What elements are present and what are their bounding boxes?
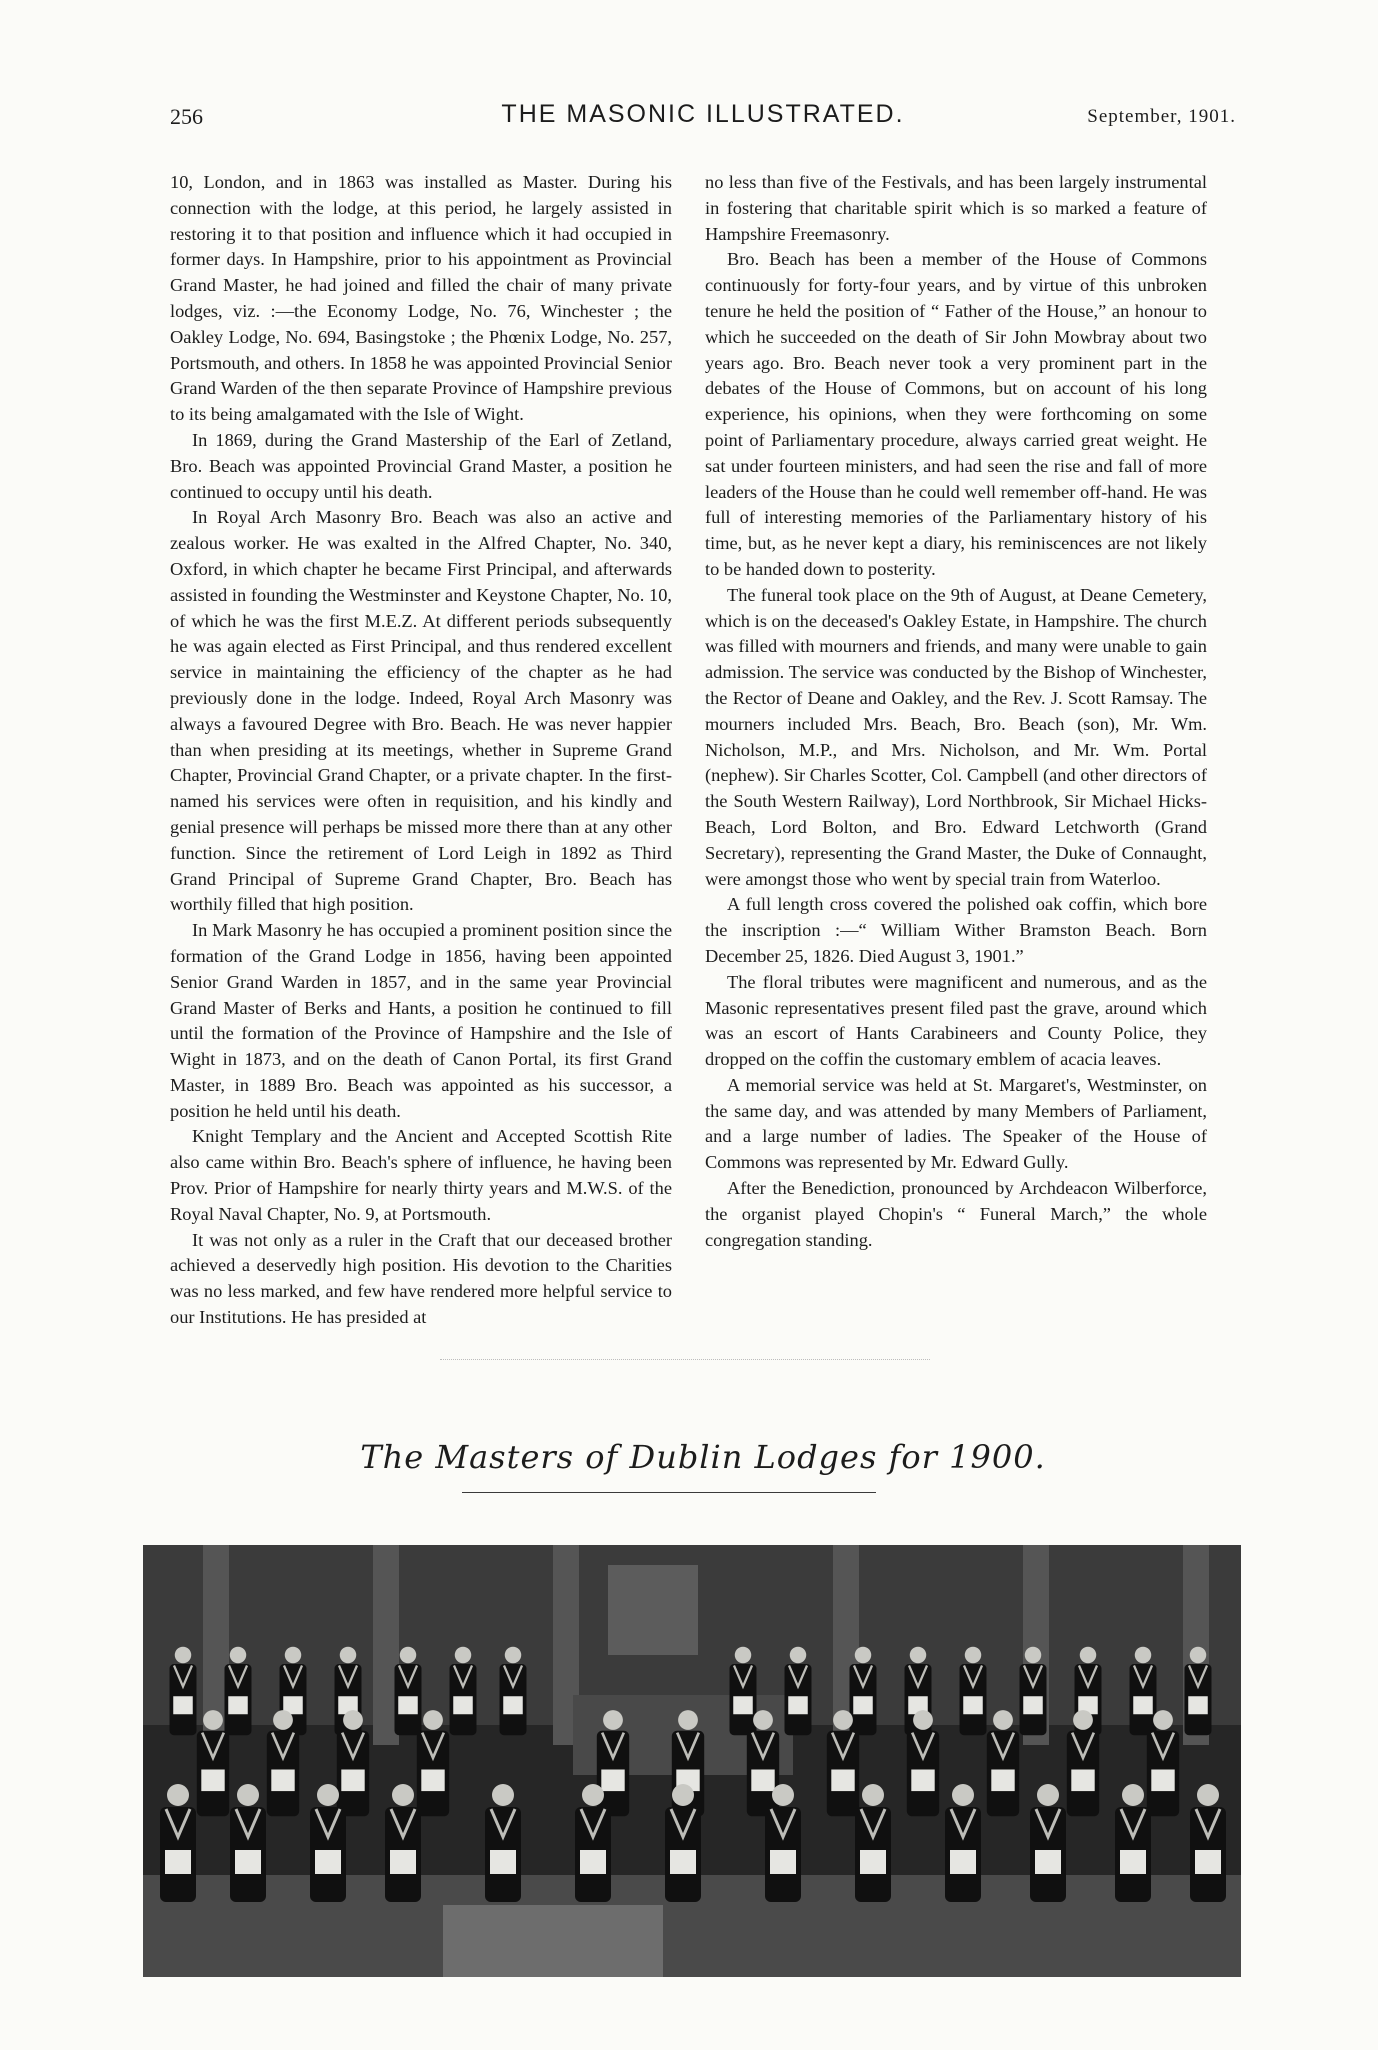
- masonic-apron: [860, 1850, 886, 1874]
- page-number: 256: [170, 104, 203, 129]
- masonic-apron: [950, 1850, 976, 1874]
- paragraph: A memorial service was held at St. Margaret's, Westminster, on the same day, and was attended by many Members of Parliament, and a large number of ladies. The Speaker of the House of Commons was represented by Mr. Edward Gully.: [705, 1074, 1207, 1173]
- masonic-apron: [770, 1850, 796, 1874]
- figure-head: [230, 1647, 247, 1664]
- figure-head: [1190, 1647, 1207, 1664]
- figure-head: [455, 1647, 472, 1664]
- figure-head: [1080, 1647, 1097, 1664]
- masonic-apron: [1120, 1850, 1146, 1874]
- figure-head: [175, 1647, 192, 1664]
- paragraph: A full length cross covered the polished oak coffin, which bore the inscription :—“ William Wither Bramston Beach. Born December 25, 1826. Died August 3, 1901.”: [705, 894, 1207, 966]
- masonic-apron: [733, 1696, 753, 1714]
- figure-head: [167, 1784, 189, 1806]
- figure-head: [678, 1710, 698, 1730]
- paragraph: In Royal Arch Masonry Bro. Beach was also an active and zealous worker. He was exalted in the Alfred Chapter, No. 340, Oxford, in which chapter he became First Principal, and afterwards assisted in founding the Westminster and Keystone Chapter, No. 10, of which he was the first M.E.Z. At different periods subsequently he was again elected as First Principal, and thus rendered excellent service in maintaining the efficiency of the chapter as he had previously done in the lodge. Indeed, Royal Arch Masonry was always a favoured Degree with Bro. Beach. He was never happier than when presiding at its meetings, whether in Supreme Grand Chapter, Provincial Grand Chapter, or a private chapter. In the first-named his services were often in requisition, and his kindly and genial presence will perhaps be missed more there than at any other function. Since the retirement of Lord Leigh in 1892 as Third Grand Principal of Supreme Grand Chapter, Bro. Beach has worthily filled that high position.: [170, 507, 672, 915]
- masonic-apron: [1023, 1696, 1043, 1714]
- masonic-apron: [228, 1696, 248, 1714]
- figure-head: [672, 1784, 694, 1806]
- figure-head: [910, 1647, 927, 1664]
- masonic-apron: [271, 1770, 294, 1792]
- figure-head: [913, 1710, 933, 1730]
- masonic-apron: [390, 1850, 416, 1874]
- figure-head: [1025, 1647, 1042, 1664]
- figure-head: [582, 1784, 604, 1806]
- figure-head: [203, 1710, 223, 1730]
- paragraph: In 1869, during the Grand Mastership of the Earl of Zetland, Bro. Beach was appointed Provincial Grand Master, a position he continued to occupy until his death.: [170, 429, 672, 502]
- title-underline: [462, 1492, 876, 1493]
- figure-head: [855, 1647, 872, 1664]
- masonic-apron: [788, 1696, 808, 1714]
- group-photograph: [143, 1545, 1241, 1977]
- portrait-frame: [608, 1565, 698, 1655]
- masonic-apron: [601, 1770, 624, 1792]
- carpet: [443, 1905, 663, 1977]
- paragraph: It was not only as a ruler in the Craft that our deceased brother achieved a deservedly high position. His devotion to the Charities was no less marked, and few have rendered more helpful service to our Institutions. He has presided at: [170, 1229, 672, 1328]
- masonic-apron: [1133, 1696, 1153, 1714]
- masonic-apron: [751, 1770, 774, 1792]
- paragraph: In Mark Masonry he has occupied a prominent position since the formation of the Grand Lodge in 1856, having been appointed Senior Grand Warden in 1857, and in the same year Provincial Grand Master of Berks and Hants, a position he continued to fill until the formation of the Province of Hampshire and the Isle of Wight in 1873, and on the death of Canon Portal, its first Grand Master, in 1889 Bro. Beach was appointed as his successor, a position he held until his death.: [170, 920, 672, 1121]
- figure-head: [273, 1710, 293, 1730]
- masonic-apron: [315, 1850, 341, 1874]
- masonic-apron: [670, 1850, 696, 1874]
- masonic-apron: [235, 1850, 261, 1874]
- figure-head: [1073, 1710, 1093, 1730]
- figure-head: [285, 1647, 302, 1664]
- masonic-apron: [201, 1770, 224, 1792]
- masonic-apron: [853, 1696, 873, 1714]
- masonic-apron: [341, 1770, 364, 1792]
- figure-head: [505, 1647, 522, 1664]
- masonic-apron: [490, 1850, 516, 1874]
- figure-head: [317, 1784, 339, 1806]
- figure-head: [400, 1647, 417, 1664]
- running-title: THE MASONIC ILLUSTRATED.: [501, 100, 905, 128]
- figure-head: [1135, 1647, 1152, 1664]
- figure-head: [492, 1784, 514, 1806]
- section-separator: [440, 1359, 930, 1362]
- paragraph: no less than five of the Festivals, and has been largely instrumental in fostering that charitable spirit which is so marked a feature of Hampshire Freemasonry.: [705, 172, 1207, 244]
- paragraph: The floral tributes were magnificent and numerous, and as the Masonic representatives present filed past the grave, around which was an escort of Hants Carabineers and County Police, they dropped on the coffin the customary emblem of acacia leaves.: [705, 971, 1207, 1070]
- left-column: [170, 170, 672, 1331]
- masonic-apron: [963, 1696, 983, 1714]
- masonic-apron: [580, 1850, 606, 1874]
- figure-head: [1122, 1784, 1144, 1806]
- masonic-apron: [1195, 1850, 1221, 1874]
- masonic-apron: [453, 1696, 473, 1714]
- figure-head: [1037, 1784, 1059, 1806]
- figure-head: [603, 1710, 623, 1730]
- figure-head: [833, 1710, 853, 1730]
- figure-head: [952, 1784, 974, 1806]
- right-column: [705, 170, 1207, 1253]
- masonic-apron: [421, 1770, 444, 1792]
- paragraph: Bro. Beach has been a member of the House of Commons continuously for forty-four years, and by virtue of this unbroken tenure he held the position of “ Father of the House,” an honour to which he succeeded on the death of Sir John Mowbray about two years ago. Bro. Beach never took a very prominent part in the debates of the House of Commons, but on account of his long experience, his opinions, when they were forthcoming on some point of Parliamentary procedure, always carried great weight. He sat under fourteen ministers, and had seen the rise and fall of more leaders of the House than he could well remember off-hand. He was full of interesting memories of the Parliamentary history of his time, but, as he never kept a diary, his reminiscences are not likely to be handed down to posterity.: [705, 249, 1207, 579]
- figure-head: [862, 1784, 884, 1806]
- masonic-apron: [173, 1696, 193, 1714]
- figure-head: [392, 1784, 414, 1806]
- masonic-apron: [1035, 1850, 1061, 1874]
- masonic-apron: [1071, 1770, 1094, 1792]
- section-title: The Masters of Dublin Lodges for 1900.: [360, 1438, 1046, 1476]
- paragraph: Knight Templary and the Ancient and Accepted Scottish Rite also came within Bro. Beach's sphere of influence, he having been Prov. Prior of Hampshire for nearly thirty years and M.W.S. of the Royal Naval Chapter, No. 9, at Portsmouth.: [170, 1126, 672, 1224]
- masonic-apron: [1188, 1696, 1208, 1714]
- paragraph: After the Benediction, pronounced by Archdeacon Wilberforce, the organist played Chopin's “ Funeral March,” the whole congregation standing.: [705, 1178, 1207, 1250]
- masonic-apron: [1151, 1770, 1174, 1792]
- masonic-apron: [398, 1696, 418, 1714]
- figure-head: [1197, 1784, 1219, 1806]
- figure-head: [753, 1710, 773, 1730]
- figure-head: [735, 1647, 752, 1664]
- figure-head: [237, 1784, 259, 1806]
- figure-head: [343, 1710, 363, 1730]
- masonic-apron: [991, 1770, 1014, 1792]
- masonic-apron: [831, 1770, 854, 1792]
- group-photograph-drawing: [143, 1545, 1241, 1977]
- figure-head: [1153, 1710, 1173, 1730]
- issue-date: September, 1901.: [1087, 106, 1236, 127]
- masonic-apron: [911, 1770, 934, 1792]
- masonic-apron: [165, 1850, 191, 1874]
- figure-head: [993, 1710, 1013, 1730]
- figure-head: [340, 1647, 357, 1664]
- masonic-apron: [503, 1696, 523, 1714]
- paragraph: 10, London, and in 1863 was installed as Master. During his connection with the lodge, at this period, he largely assisted in restoring it to that position and influence which it had occupied in former days. In Hampshire, prior to his appointment as Provincial Grand Master, he had joined and filled the chair of many private lodges, viz. :—the Economy Lodge, No. 76, Winchester ; the Oakley Lodge, No. 694, Basingstoke ; the Phœnix Lodge, No. 257, Portsmouth, and others. In 1858 he was appointed Provincial Senior Grand Warden of the then separate Province of Hampshire previous to its being amalgamated with the Isle of Wight.: [170, 172, 672, 425]
- figure-head: [965, 1647, 982, 1664]
- paragraph: The funeral took place on the 9th of August, at Deane Cemetery, which is on the deceased's Oakley Estate, in Hampshire. The church was filled with mourners and friends, and many were unable to gain admission. The service was conducted by the Bishop of Winchester, the Rector of Deane and Oakley, and the Rev. J. Scott Ramsay. The mourners included Mrs. Beach, Bro. Beach (son), Mr. Wm. Nicholson, M.P., and Mrs. Nicholson, and Mr. Wm. Portal (nephew). Sir Charles Scotter, Col. Campbell (and other directors of the South Western Railway), Lord Northbrook, Sir Michael Hicks-Beach, Lord Bolton, and Bro. Edward Letchworth (Grand Secretary), representing the Grand Master, the Duke of Connaught, were amongst those who went by special train from Waterloo.: [705, 584, 1207, 889]
- figure-head: [790, 1647, 807, 1664]
- page-header: [170, 98, 1236, 138]
- figure-head: [423, 1710, 443, 1730]
- figure-head: [772, 1784, 794, 1806]
